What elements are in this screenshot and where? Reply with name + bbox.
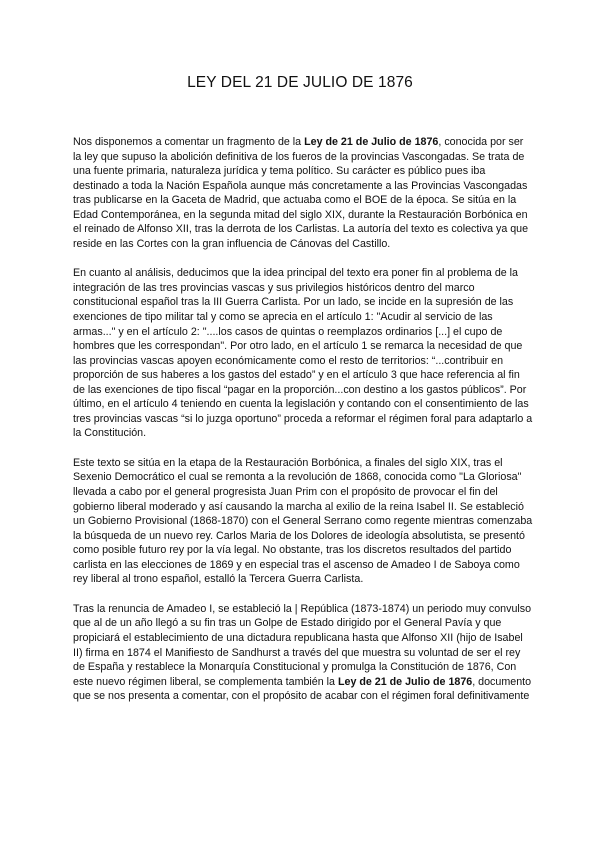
paragraph-conclusion bbox=[73, 602, 533, 704]
paragraph-text: Tras la renuncia de Amadeo I, se estableció la | República (1873-1874) un periodo muy convulso que al de un año llegó a su fin tras un Golpe de Estado dirigido por el General Pavía y que propiciará el establecimiento de una dictadura republicana hasta que Alfonso XII (hijo de Isabel II) firma en 1874 el Manifiesto de Sandhurst a través del que muestra su voluntad de ser el rey de España y restablece la Monarquía Constitucional y promulga la Constitución de 1876, Con este nuevo régimen liberal, se complementa también la bbox=[73, 602, 532, 688]
paragraph-text: , documento que se nos presenta a comentar, con el propósito de acabar con el régimen foral definitivamente bbox=[73, 675, 532, 703]
paragraph-text: Nos disponemos a comentar un fragmento de la bbox=[73, 136, 305, 148]
paragraph-text: , conocida por ser la ley que supuso la abolición definitiva de los fueros de la provincias Vascongadas. Se trata de una fuente primaria, naturaleza jurídica y tema político. Su carácter es público pues iba destinado a toda la Nación Española aunque más concretamente a las Provincias Vascongadas tras publicarse en la Gaceta de Madrid, que actuaba como el BOE de la época. Se sitúa en la Edad Contemporánea, en la segunda mitad del siglo XIX, durante la Restauración Borbónica en el reinado de Alfonso XII, tras la derrota de los Carlistas. La autoría del texto es colectiva ya que reside en las Cortes con la gran influencia de Cánovas del Castillo. bbox=[73, 136, 529, 250]
law-name-bold: Ley de 21 de Julio de 1876 bbox=[304, 136, 439, 148]
paragraph-context: Este texto se sitúa en la etapa de la Restauración Borbónica, a finales del siglo XIX, tras el Sexenio Democrático el cual se remonta a la revolución de 1868, conocida como "La Gloriosa" llevada a cabo por el general progresista Juan Prim con el propósito de provocar el fin del gobierno liberal moderado y así causando la marcha al exilio de la reina Isabel II. Se estableció un Gobierno Provisional (1868-1870) con el General Serrano como regente mientras comenzaba la búsqueda de un nuevo rey. Carlos Maria de los Dolores de ideología absolutista, se presentó como posible futuro rey por la vía legal. No obstante, tras los discretos resultados del partido carlista en las elecciones de 1869 y en especial tras el ascenso de Amadeo I de Saboya como rey liberal al trono español, estalló la Tercera Guerra Carlista. bbox=[73, 456, 533, 586]
law-name-bold: Ley de 21 de Julio de 1876 bbox=[337, 675, 473, 688]
document-title: LEY DEL 21 DE JULIO DE 1876 bbox=[187, 74, 413, 91]
paragraph-analysis: En cuanto al análisis, deducimos que la idea principal del texto era poner fin al problema de la integración de las tres provincias vascas y sus privilegios históricos dentro del marco constitucional español tras la III Guerra Carlista. Por un lado, se incide en la supresión de las exenciones de tipo militar tal y como se aprecia en el artículo 1: "Acudir al servicio de las armas..." y en el artículo 2: "....los casos de quintas o reemplazos ordinarios [...] el cupo de hombres que les correspondan". Por otro lado, en el artículo 1 se remarca la necesidad de que las provincias vascas apoyen económicamente como el resto de territorios: “...contribuir en proporción de sus haberes a los gastos del estado” y en el artículo 3 que hace referencia al fin de las exenciones de tipo fiscal “pagar en la proporción...con destino a los gastos públicos”. Por último, en el artículo 4 teniendo en cuenta la legislación y contando con el consentimiento de las tres provincias vascas “si lo juzga oportuno” proceda a reformar el régimen foral para adaptarlo a la Constitución. bbox=[73, 267, 533, 440]
paragraph-introduction bbox=[73, 135, 533, 251]
document-body bbox=[73, 135, 533, 719]
